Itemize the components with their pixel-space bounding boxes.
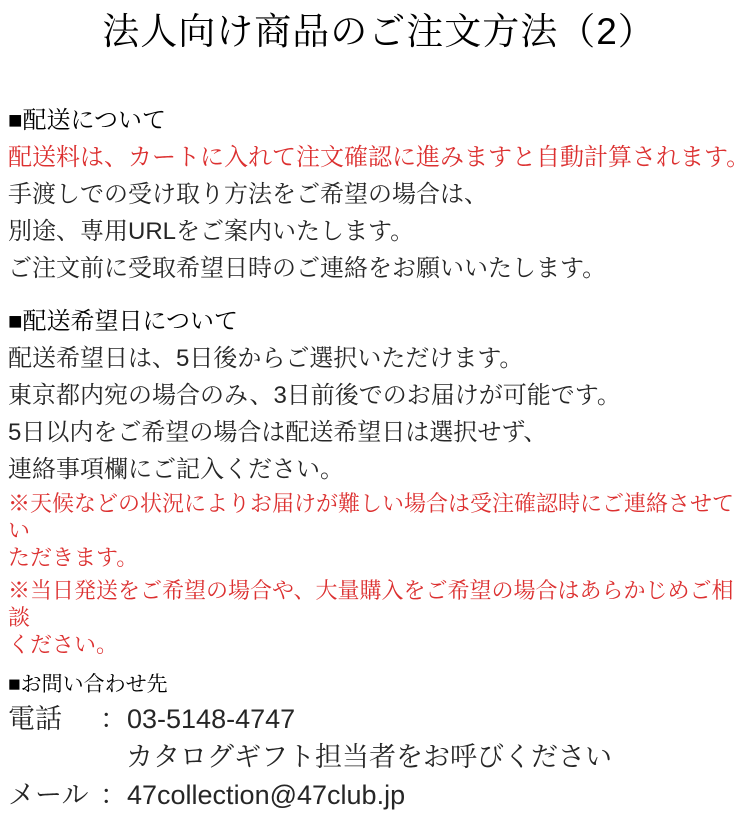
email-label: メール	[8, 780, 89, 810]
red-notes	[8, 490, 750, 658]
within-5-days-line: 5日以内をご希望の場合は配送希望日は選択せず、	[8, 419, 548, 446]
same-day-bulk-note-line-1: ※当日発送をご希望の場合や、大量購入をご希望の場合はあらかじめご相談	[8, 578, 734, 630]
pre-order-contact-line: ご注文前に受取希望日時のご連絡をお願いいたします。	[8, 255, 607, 282]
email-address: 47collection@47club.jp	[127, 780, 406, 810]
dedicated-url-line: 別途、専用URLをご案内いたします。	[8, 218, 415, 245]
page-title: 法人向け商品のご注文方法（2）	[102, 11, 656, 52]
section-delivery-date	[8, 303, 750, 658]
phone-label: 電話	[8, 704, 62, 734]
section-heading-delivery: ■配送について	[8, 107, 167, 134]
phone-separator: ：	[100, 704, 127, 734]
section-heading-delivery-date: ■配送希望日について	[8, 308, 239, 335]
weather-note	[8, 490, 750, 571]
phone-instruction-row	[8, 738, 750, 776]
same-day-bulk-note-line-2: ください。	[8, 632, 119, 657]
weather-note-line-1: ※天候などの状況によりお届けが難しい場合は受注確認時にご連絡させてい	[8, 491, 735, 543]
weather-note-line-2: ただきます。	[8, 545, 139, 570]
remarks-field-line: 連絡事項欄にご記入ください。	[8, 456, 344, 483]
section-delivery	[8, 102, 750, 287]
email-row	[8, 776, 750, 814]
phone-row	[8, 700, 750, 738]
same-day-bulk-note	[8, 577, 750, 658]
phone-instruction: カタログギフト担当者をお呼びください	[126, 742, 612, 772]
date-selection-line: 配送希望日は、5日後からご選択いただけます。	[8, 345, 524, 372]
tokyo-delivery-line: 東京都内宛の場合のみ、3日前後でのお届けが可能です。	[8, 382, 621, 409]
section-contact	[8, 670, 750, 814]
shipping-fee-auto-calc-line: 配送料は、カートに入れて注文確認に進みますと自動計算されます。	[8, 144, 751, 171]
email-separator: ：	[100, 780, 127, 810]
section-heading-contact: ■お問い合わせ先	[8, 673, 168, 696]
hand-delivery-line: 手渡しでの受け取り方法をご希望の場合は、	[8, 181, 488, 208]
phone-number: 03-5148-4747	[127, 704, 296, 734]
